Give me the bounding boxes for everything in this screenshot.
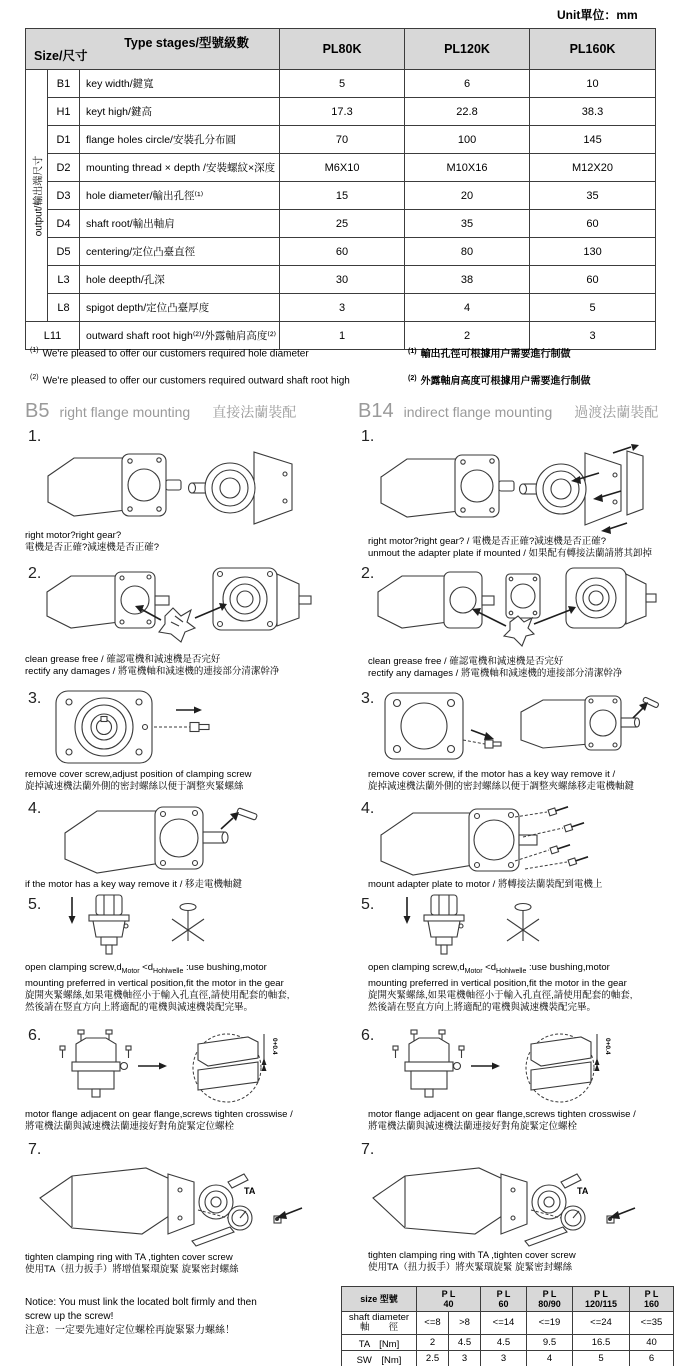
step-1-caption-left xyxy=(25,530,159,554)
caption-line: rectify any damages / 將電機軸和減速機的連接部分清潔幹净 xyxy=(368,668,623,679)
caption-line xyxy=(368,962,632,978)
caption-fragment: :use bushing,motor xyxy=(183,962,267,973)
caption-line: 旋掉減速機法蘭外側的密封螺絲以便于調整夾緊螺絲 xyxy=(25,781,244,792)
section-title-en: indirect flange mounting xyxy=(403,404,553,420)
torque-col-size: 40 xyxy=(443,1299,454,1309)
step-6-caption-right xyxy=(368,1109,636,1133)
footnote-marker: (2) xyxy=(30,374,39,381)
caption-line: if the motor has a key way remove it / 移走電機軸鍵 xyxy=(25,879,242,890)
table-row xyxy=(26,98,656,126)
shaft-diameter-label xyxy=(342,1312,417,1335)
caption-fragment: open clamping screw,d xyxy=(25,962,122,973)
torque-col-name: P L xyxy=(594,1289,608,1299)
step-6-caption-left xyxy=(25,1109,293,1133)
caption-subscript: Hohlwelle xyxy=(496,967,527,975)
table-row xyxy=(26,210,656,238)
caption-line: mounting preferred in vertical position,fit the motor in the gear xyxy=(368,977,627,989)
step-5-number-right: 5. xyxy=(361,896,375,913)
table-row xyxy=(26,238,656,266)
row-value: 2 xyxy=(405,322,530,350)
torque-col-header xyxy=(481,1287,527,1312)
caption-subscript: Motor xyxy=(121,967,140,975)
footnote-text: 輸出孔徑可根據用户需要進行制做 xyxy=(420,349,571,360)
shaft-value: <=35 xyxy=(630,1312,674,1335)
sw-row xyxy=(342,1351,674,1366)
row-desc: centering/定位凸臺直徑 xyxy=(80,238,280,266)
step-3-caption-left xyxy=(25,769,252,793)
row-value: 100 xyxy=(405,126,530,154)
caption-line xyxy=(25,962,289,978)
row-value: 3 xyxy=(530,322,656,350)
step-2-caption-right xyxy=(368,656,622,680)
caption-line: 旋開夾緊螺絲,如果電機軸徑小于輸入孔直徑,請使用配套的軸套, xyxy=(368,989,633,1001)
caption-line: unmout the adapter plate if mounted / 如果配有轉接法蘭請將其卸掉 xyxy=(368,548,653,559)
row-code: D2 xyxy=(48,154,80,182)
step-4-caption-right xyxy=(368,879,602,891)
shaft-value: <=14 xyxy=(481,1312,527,1335)
row-code: L8 xyxy=(48,294,80,322)
row-value: M10X16 xyxy=(405,154,530,182)
step-2-number-left: 2. xyxy=(28,565,42,582)
row-code: D4 xyxy=(48,210,80,238)
table-row xyxy=(26,266,656,294)
sw-value: 3 xyxy=(481,1351,527,1366)
step-5-caption-left xyxy=(25,962,289,1014)
footnote-zh-2 xyxy=(408,372,591,387)
caption-line: motor flange adjacent on gear flange,screws tighten crosswise / xyxy=(368,1109,636,1120)
torque-col-header xyxy=(417,1287,481,1312)
footnote-marker: (1) xyxy=(30,347,39,354)
ta-value: 40 xyxy=(630,1335,674,1351)
footnote-text: 外露軸肩高度可根據用户需要進行制做 xyxy=(420,376,591,387)
step6-crosswise-screws-illustration-right xyxy=(375,1030,645,1106)
step-7-number-right: 7. xyxy=(361,1141,375,1158)
row-code: L3 xyxy=(48,266,80,294)
caption-line: remove cover screw,adjust position of clamping screw xyxy=(25,769,252,780)
step7-torque-wrench-illustration-right xyxy=(363,1148,663,1248)
row-value: 17.3 xyxy=(280,98,405,126)
section-header-b5 xyxy=(25,400,296,423)
side-label: output/輸出端尺寸 xyxy=(33,155,44,236)
shaft-diameter-row xyxy=(342,1312,674,1335)
row-desc: hole deepth/孔深 xyxy=(80,266,280,294)
row-desc: shaft root/輸出軸肩 xyxy=(80,210,280,238)
step-7-caption-right xyxy=(368,1250,576,1274)
step3-flange-screw-illustration xyxy=(42,688,292,766)
caption-line: 電機是否正確?減速機是否正確? xyxy=(25,542,160,553)
row-code: D5 xyxy=(48,238,80,266)
shaft-value: >8 xyxy=(449,1312,481,1335)
caption-line: clean grease free / 確認電機和減速機是否完好 xyxy=(25,654,221,665)
ta-value: 4.5 xyxy=(481,1335,527,1351)
row-value: 60 xyxy=(530,210,656,238)
torque-col-header xyxy=(630,1287,674,1312)
row-value: 5 xyxy=(530,294,656,322)
step-1-caption-right xyxy=(368,536,652,560)
step4-mount-adapter-illustration xyxy=(375,797,665,877)
table-header-row xyxy=(26,29,656,70)
step-5-caption-right xyxy=(368,962,632,1014)
row-code: B1 xyxy=(48,70,80,98)
ta-value: 4.5 xyxy=(449,1335,481,1351)
step-5-number-left: 5. xyxy=(28,896,42,913)
table-row xyxy=(26,294,656,322)
caption-line: 旋開夾緊螺絲,如果電機軸徑小于輸入孔直徑,請使用配套的軸套, xyxy=(25,989,290,1001)
row-desc: key width/鍵寬 xyxy=(80,70,280,98)
step-1-number-right: 1. xyxy=(361,428,375,445)
row-value: 20 xyxy=(405,182,530,210)
sw-label: SW [Nm] xyxy=(342,1351,417,1366)
torque-header-row xyxy=(342,1287,674,1312)
table-row xyxy=(26,154,656,182)
caption-line: motor flange adjacent on gear flange,screws tighten crosswise / xyxy=(25,1109,293,1120)
step-3-number-left: 3. xyxy=(28,690,42,707)
footnote-en-1 xyxy=(30,347,309,359)
ta-value: 2 xyxy=(417,1335,449,1351)
caption-line: 將電機法蘭與減速機法蘭連接好對角旋緊定位螺栓 xyxy=(25,1121,235,1132)
step-4-caption-left xyxy=(25,879,242,891)
step1-adapter-plate-illustration xyxy=(375,443,665,533)
torque-col-header xyxy=(527,1287,573,1312)
section-code: B5 xyxy=(25,400,50,422)
row-code: H1 xyxy=(48,98,80,126)
step-2-caption-left xyxy=(25,654,279,678)
column-header: PL80K xyxy=(280,29,405,70)
gap-dimension-label: 0+0.4 xyxy=(604,1038,611,1055)
ta-torque-label: TA xyxy=(244,1186,256,1196)
torque-col-name: P L xyxy=(496,1289,511,1299)
step4-key-removal-illustration xyxy=(57,797,287,877)
step-2-number-right: 2. xyxy=(361,565,375,582)
caption-line: tighten clamping ring with TA ,tighten cover screw xyxy=(25,1252,233,1263)
row-desc: hole diameter/輸出孔徑⁽¹⁾ xyxy=(80,182,280,210)
notice-block xyxy=(25,1296,257,1338)
row-value: 5 xyxy=(280,70,405,98)
sw-value: 6 xyxy=(630,1351,674,1366)
table-corner-cell xyxy=(26,29,280,70)
row-value: 6 xyxy=(405,70,530,98)
row-value: 38.3 xyxy=(530,98,656,126)
sw-value: 4 xyxy=(527,1351,573,1366)
step-3-caption-right xyxy=(368,769,634,793)
ta-label: TA [Nm] xyxy=(342,1335,417,1351)
torque-col-size: 80/90 xyxy=(538,1299,561,1309)
caption-line: 然後請在竪直方向上將適配的電機與減速機裝配完畢。 xyxy=(368,1001,597,1013)
row-value: M12X20 xyxy=(530,154,656,182)
step7-torque-wrench-illustration xyxy=(30,1148,330,1248)
shaft-label-zh: 軸 徑 xyxy=(359,1322,398,1333)
caption-fragment: <d xyxy=(482,962,497,973)
step2-clean-illustration-right xyxy=(370,560,670,652)
row-value: 35 xyxy=(405,210,530,238)
row-value: 130 xyxy=(530,238,656,266)
gap-dimension-label: 0+0.4 xyxy=(271,1038,278,1055)
caption-line: tighten clamping ring with TA ,tighten cover screw xyxy=(368,1250,576,1261)
section-code: B14 xyxy=(358,400,394,422)
step5-vertical-mount-illustration-right xyxy=(387,893,597,959)
caption-line: 使用TA（扭力扳手）將增值緊環旋緊 旋緊密封螺絲 xyxy=(25,1264,239,1275)
section-header-b14 xyxy=(358,400,658,423)
row-desc: keyt high/鍵高 xyxy=(80,98,280,126)
row-desc: outward shaft root high⁽²⁾/外露軸肩高度⁽²⁾ xyxy=(80,322,280,350)
row-value: 4 xyxy=(405,294,530,322)
footnote-text: We're pleased to offer our customers required hole diameter xyxy=(42,348,309,360)
caption-subscript: Motor xyxy=(464,967,483,975)
ta-value: 9.5 xyxy=(527,1335,573,1351)
column-header: PL120K xyxy=(405,29,530,70)
torque-col-size: 120/115 xyxy=(584,1299,618,1309)
step-4-number-left: 4. xyxy=(28,800,42,817)
caption-fragment: open clamping screw,d xyxy=(368,962,465,973)
caption-fragment: :use bushing,motor xyxy=(526,962,610,973)
torque-col-name: P L xyxy=(441,1289,456,1299)
torque-table xyxy=(341,1286,674,1366)
row-value: 70 xyxy=(280,126,405,154)
caption-line: mount adapter plate to motor / 將轉接法蘭裝配到電機上 xyxy=(368,879,603,890)
step-7-number-left: 7. xyxy=(28,1141,42,1158)
table-row xyxy=(26,182,656,210)
corner-top-label: Type stages/型號級數 xyxy=(124,36,250,50)
footnote-en-2 xyxy=(30,374,350,386)
caption-line: 使用TA（扭力扳手）將夾緊環旋緊 旋緊密封螺絲 xyxy=(368,1262,573,1273)
caption-line: remove cover screw, if the motor has a key way remove it / xyxy=(368,769,616,780)
unit-label: Unit單位：mm xyxy=(557,8,638,22)
ta-torque-label: TA xyxy=(577,1186,589,1196)
row-value: 25 xyxy=(280,210,405,238)
section-title-en: right flange mounting xyxy=(59,404,191,420)
torque-col-size: 160 xyxy=(643,1299,660,1309)
row-value: 1 xyxy=(280,322,405,350)
footnote-text: We're pleased to offer our customers required outward shaft root high xyxy=(42,375,350,387)
row-desc: mounting thread × depth /安裝螺紋×深度 xyxy=(80,154,280,182)
corner-bottom-label: Size/尺寸 xyxy=(34,49,88,63)
footnote-zh-1 xyxy=(408,345,571,360)
caption-fragment: <d xyxy=(139,962,154,973)
row-value: 10 xyxy=(530,70,656,98)
shaft-value: <=19 xyxy=(527,1312,573,1335)
row-code: L11 xyxy=(26,322,80,350)
sw-value: 5 xyxy=(573,1351,630,1366)
footnote-marker: (2) xyxy=(408,374,417,382)
row-value: 22.8 xyxy=(405,98,530,126)
shaft-label-en: shaft diameter xyxy=(348,1312,410,1323)
step-3-number-right: 3. xyxy=(361,690,375,707)
sw-value: 2.5 xyxy=(417,1351,449,1366)
row-value: 3 xyxy=(280,294,405,322)
caption-line: right motor?right gear? / 電機是否正確?減速機是否正確? xyxy=(368,536,607,547)
row-code: D1 xyxy=(48,126,80,154)
row-value: 80 xyxy=(405,238,530,266)
row-value: 35 xyxy=(530,182,656,210)
step2-clean-illustration xyxy=(37,560,317,652)
caption-line: clean grease free / 確認電機和減速機是否完好 xyxy=(368,656,564,667)
notice-line: Notice: You must link the located bolt firmly and then xyxy=(25,1297,257,1308)
row-value: 60 xyxy=(530,266,656,294)
caption-line: right motor?right gear? xyxy=(25,530,122,541)
ta-row xyxy=(342,1335,674,1351)
section-title-zh: 過渡法蘭裝配 xyxy=(574,404,659,420)
torque-col-header xyxy=(573,1287,630,1312)
row-value: M6X10 xyxy=(280,154,405,182)
row-desc: flange holes circle/安裝孔分布圓 xyxy=(80,126,280,154)
caption-line: 然後請在竪直方向上將適配的電機與減速機裝配完畢。 xyxy=(25,1001,254,1013)
ta-value: 16.5 xyxy=(573,1335,630,1351)
caption-line: mounting preferred in vertical position,fit the motor in the gear xyxy=(25,977,284,989)
section-title-zh: 直接法蘭裝配 xyxy=(212,404,297,420)
step3-plate-and-motor-illustration xyxy=(375,688,675,766)
caption-line: 將電機法蘭與減速機法蘭連接好對角旋緊定位螺栓 xyxy=(368,1121,578,1132)
step-6-number-left: 6. xyxy=(28,1027,42,1044)
row-value: 38 xyxy=(405,266,530,294)
shaft-value: <=8 xyxy=(417,1312,449,1335)
row-code: D3 xyxy=(48,182,80,210)
step-6-number-right: 6. xyxy=(361,1027,375,1044)
step5-vertical-mount-illustration xyxy=(52,893,262,959)
shaft-value: <=24 xyxy=(573,1312,630,1335)
row-value: 145 xyxy=(530,126,656,154)
torque-size-label: size 型號 xyxy=(342,1287,417,1312)
dimension-table xyxy=(25,28,656,350)
step6-crosswise-screws-illustration xyxy=(42,1030,312,1106)
row-value: 30 xyxy=(280,266,405,294)
footnote-marker: (1) xyxy=(408,347,417,355)
step-7-caption-left xyxy=(25,1252,239,1276)
torque-col-name: P L xyxy=(542,1289,557,1299)
row-value: 60 xyxy=(280,238,405,266)
row-value: 15 xyxy=(280,182,405,210)
caption-line: 旋掉減速機法蘭外側的密封螺絲以便于調整夾螺絲移走電機軸鍵 xyxy=(368,781,635,792)
notice-line: 注意：一定要先連好定位螺栓再旋緊緊力螺絲！ xyxy=(25,1325,235,1336)
sw-value: 3 xyxy=(449,1351,481,1366)
step1-motor-gearbox-illustration xyxy=(42,446,312,528)
caption-line: rectify any damages / 將電機軸和減速機的連接部分清潔幹净 xyxy=(25,666,280,677)
table-row xyxy=(26,70,656,98)
step-4-number-right: 4. xyxy=(361,800,375,817)
caption-subscript: Hohlwelle xyxy=(153,967,184,975)
torque-col-name: P L xyxy=(644,1289,659,1299)
column-header: PL160K xyxy=(530,29,656,70)
row-desc: spigot depth/定位凸臺厚度 xyxy=(80,294,280,322)
side-label-cell xyxy=(26,70,48,322)
table-row xyxy=(26,126,656,154)
torque-col-size: 60 xyxy=(498,1299,509,1309)
step-1-number-left: 1. xyxy=(28,428,42,445)
notice-line: screw up the screw! xyxy=(25,1311,114,1322)
